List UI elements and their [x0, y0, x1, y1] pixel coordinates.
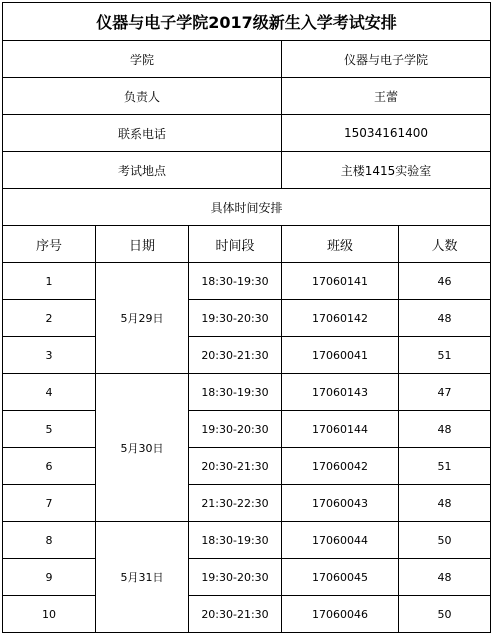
cell-time: 20:30-21:30 — [189, 337, 282, 374]
cell-no: 5 — [3, 411, 96, 448]
cell-time: 18:30-19:30 — [189, 263, 282, 300]
info-label-person: 负责人 — [3, 78, 282, 115]
table-row — [3, 448, 491, 485]
cell-count: 48 — [399, 411, 491, 448]
cell-class: 17060044 — [282, 522, 399, 559]
page-title: 仪器与电子学院2017级新生入学考试安排 — [3, 3, 491, 41]
cell-count: 50 — [399, 596, 491, 633]
schedule-table — [2, 2, 491, 633]
cell-class: 17060142 — [282, 300, 399, 337]
table-row — [3, 485, 491, 522]
cell-class: 17060144 — [282, 411, 399, 448]
cell-no: 1 — [3, 263, 96, 300]
column-header-time: 时间段 — [189, 226, 282, 263]
table-row — [3, 596, 491, 633]
info-value-phone: 15034161400 — [282, 115, 491, 152]
cell-count: 50 — [399, 522, 491, 559]
title-row — [3, 3, 491, 41]
cell-time: 19:30-20:30 — [189, 559, 282, 596]
cell-date: 5月31日 — [96, 522, 189, 633]
info-label-college: 学院 — [3, 41, 282, 78]
cell-class: 17060045 — [282, 559, 399, 596]
cell-no: 6 — [3, 448, 96, 485]
cell-count: 46 — [399, 263, 491, 300]
cell-class: 17060143 — [282, 374, 399, 411]
cell-no: 2 — [3, 300, 96, 337]
cell-no: 3 — [3, 337, 96, 374]
table-row — [3, 300, 491, 337]
info-row — [3, 152, 491, 189]
section-title: 具体时间安排 — [3, 189, 491, 226]
column-header-class: 班级 — [282, 226, 399, 263]
info-row — [3, 78, 491, 115]
cell-time: 18:30-19:30 — [189, 374, 282, 411]
info-row — [3, 115, 491, 152]
cell-date: 5月29日 — [96, 263, 189, 374]
cell-no: 4 — [3, 374, 96, 411]
column-header-no: 序号 — [3, 226, 96, 263]
cell-time: 19:30-20:30 — [189, 300, 282, 337]
cell-time: 20:30-21:30 — [189, 448, 282, 485]
cell-count: 47 — [399, 374, 491, 411]
header-row — [3, 226, 491, 263]
cell-class: 17060046 — [282, 596, 399, 633]
cell-count: 51 — [399, 448, 491, 485]
cell-count: 48 — [399, 559, 491, 596]
info-value-college: 仪器与电子学院 — [282, 41, 491, 78]
cell-time: 18:30-19:30 — [189, 522, 282, 559]
info-label-phone: 联系电话 — [3, 115, 282, 152]
info-label-location: 考试地点 — [3, 152, 282, 189]
cell-no: 8 — [3, 522, 96, 559]
cell-time: 20:30-21:30 — [189, 596, 282, 633]
table-row — [3, 263, 491, 300]
table-row — [3, 411, 491, 448]
column-header-date: 日期 — [96, 226, 189, 263]
section-row — [3, 189, 491, 226]
info-value-person: 王蕾 — [282, 78, 491, 115]
cell-class: 17060141 — [282, 263, 399, 300]
cell-no: 7 — [3, 485, 96, 522]
table-row — [3, 337, 491, 374]
cell-class: 17060042 — [282, 448, 399, 485]
info-value-location: 主楼1415实验室 — [282, 152, 491, 189]
cell-time: 21:30-22:30 — [189, 485, 282, 522]
cell-count: 48 — [399, 485, 491, 522]
cell-class: 17060043 — [282, 485, 399, 522]
cell-no: 10 — [3, 596, 96, 633]
cell-count: 51 — [399, 337, 491, 374]
table-row — [3, 374, 491, 411]
table-row — [3, 559, 491, 596]
cell-count: 48 — [399, 300, 491, 337]
column-header-count: 人数 — [399, 226, 491, 263]
cell-time: 19:30-20:30 — [189, 411, 282, 448]
cell-class: 17060041 — [282, 337, 399, 374]
cell-no: 9 — [3, 559, 96, 596]
table-row — [3, 522, 491, 559]
cell-date: 5月30日 — [96, 374, 189, 522]
exam-schedule-sheet — [2, 2, 490, 633]
info-row — [3, 41, 491, 78]
